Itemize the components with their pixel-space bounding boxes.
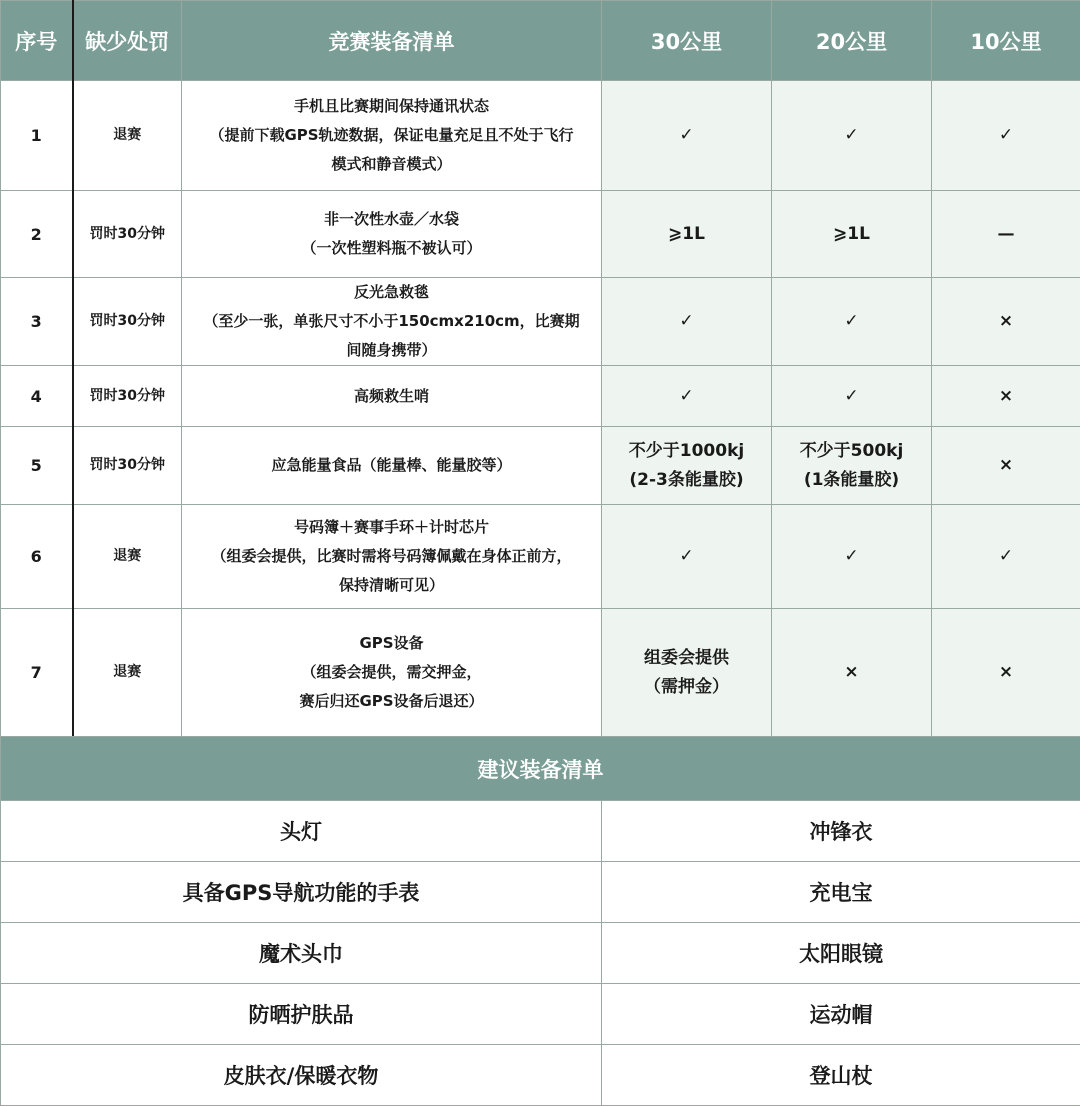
gear-item-cell <box>182 191 602 278</box>
suggested-gear-table <box>0 736 1080 1106</box>
cell-30km <box>602 366 772 427</box>
cell-10km <box>932 609 1080 737</box>
suggested-title: 建议装备清单 <box>1 737 1080 801</box>
cell-30km <box>602 278 772 366</box>
gear-item-cell-line: （一次性塑料瓶不被认可） <box>301 239 482 257</box>
row-number: 5 <box>1 427 73 505</box>
cell-20km-line: 不少于500kj <box>799 440 904 461</box>
gear-item-cell-line: 赛后归还GPS设备后退还） <box>299 692 484 710</box>
cell-10km <box>932 191 1080 278</box>
cell-30km-line: ✓ <box>679 311 694 331</box>
cell-10km <box>932 278 1080 366</box>
suggested-row <box>1 862 1080 923</box>
cell-20km <box>772 191 932 278</box>
penalty-cell: 罚时30分钟 <box>73 278 182 366</box>
cell-10km-line: × <box>998 385 1014 406</box>
cell-10km <box>932 427 1080 505</box>
gear-item-cell-line: （至少一张，单张尺寸不小于150cmx210cm，比赛期 <box>203 312 580 330</box>
cell-10km-line: × <box>998 311 1014 331</box>
cell-10km-line: — <box>997 223 1015 244</box>
table-row <box>1 278 1080 366</box>
cell-10km <box>932 81 1080 191</box>
col-header-list: 竞赛装备清单 <box>182 1 602 81</box>
cell-20km <box>772 366 932 427</box>
suggested-item: 防晒护肤品 <box>1 984 602 1045</box>
cell-20km <box>772 505 932 609</box>
suggested-header-row <box>1 737 1080 801</box>
cell-20km-line: ✓ <box>844 546 859 566</box>
cell-20km <box>772 609 932 737</box>
cell-30km-line: 组委会提供 <box>644 647 729 668</box>
cell-10km-line: × <box>998 455 1014 475</box>
suggested-item: 运动帽 <box>602 984 1080 1045</box>
col-header-30km: 30公里 <box>602 1 772 81</box>
gear-item-cell <box>182 609 602 737</box>
suggested-row <box>1 923 1080 984</box>
gear-item-cell-line: GPS设备 <box>359 634 424 652</box>
header-row <box>1 1 1080 81</box>
penalty-cell: 退赛 <box>73 609 182 737</box>
cell-30km <box>602 191 772 278</box>
cell-30km <box>602 609 772 737</box>
gear-item-cell-line: 高频救生哨 <box>353 386 429 405</box>
cell-10km-line: × <box>998 662 1014 682</box>
row-number: 3 <box>1 278 73 366</box>
cell-30km <box>602 505 772 609</box>
col-header-10km: 10公里 <box>932 1 1080 81</box>
suggested-item: 具备GPS导航功能的手表 <box>1 862 602 923</box>
row-number: 6 <box>1 505 73 609</box>
gear-item-cell-line: 应急能量食品（能量棒、能量胶等） <box>271 456 512 474</box>
row-number: 2 <box>1 191 73 278</box>
cell-20km <box>772 278 932 366</box>
gear-item-cell <box>182 505 602 609</box>
gear-item-cell <box>182 427 602 505</box>
row-number: 1 <box>1 81 73 191</box>
table-row <box>1 505 1080 609</box>
gear-item-cell <box>182 366 602 427</box>
col-header-no: 序号 <box>1 1 73 81</box>
gear-item-cell-line: 间随身携带） <box>346 341 437 359</box>
penalty-cell: 罚时30分钟 <box>73 191 182 278</box>
suggested-item: 太阳眼镜 <box>602 923 1080 984</box>
gear-item-cell-line: 非一次性水壶／水袋 <box>323 210 459 228</box>
gear-item-cell-line: 号码簿＋赛事手环＋计时芯片 <box>293 518 489 536</box>
cell-30km-line: 不少于1000kj <box>628 440 745 461</box>
suggested-item: 冲锋衣 <box>602 801 1080 862</box>
penalty-cell: 罚时30分钟 <box>73 366 182 427</box>
cell-20km-line: ✓ <box>844 385 859 406</box>
table-row <box>1 191 1080 278</box>
suggested-row <box>1 801 1080 862</box>
cell-30km-line: ✓ <box>679 385 694 406</box>
gear-item-cell-line: （组委会提供，比赛时需将号码簿佩戴在身体正前方， <box>211 547 572 565</box>
cell-30km-line: (2-3条能量胶) <box>629 469 744 490</box>
gear-item-cell-line: 保持清晰可见） <box>338 576 444 594</box>
penalty-cell: 退赛 <box>73 81 182 191</box>
gear-item-cell <box>182 81 602 191</box>
table-row <box>1 366 1080 427</box>
table-row <box>1 81 1080 191</box>
cell-30km <box>602 81 772 191</box>
cell-20km-line: ⩾1L <box>833 223 870 244</box>
cell-10km-line: ✓ <box>998 546 1014 566</box>
cell-10km-line: ✓ <box>998 125 1014 145</box>
gear-item-cell-line: 模式和静音模式） <box>331 155 452 173</box>
gear-item-cell-line: （提前下载GPS轨迹数据，保证电量充足且不处于飞行 <box>209 126 574 144</box>
suggested-item: 头灯 <box>1 801 602 862</box>
col-header-penalty: 缺少处罚 <box>73 1 182 81</box>
gear-item-cell-line: 反光急救毯 <box>353 283 429 301</box>
suggested-item: 登山杖 <box>602 1045 1080 1106</box>
cell-10km <box>932 366 1080 427</box>
cell-20km <box>772 81 932 191</box>
col-header-20km: 20公里 <box>772 1 932 81</box>
gear-item-cell-line: （组委会提供，需交押金， <box>301 663 482 681</box>
cell-20km <box>772 427 932 505</box>
penalty-cell: 退赛 <box>73 505 182 609</box>
cell-30km <box>602 427 772 505</box>
row-number: 7 <box>1 609 73 737</box>
table-row <box>1 609 1080 737</box>
cell-20km-line: ✓ <box>844 311 859 331</box>
cell-30km-line: ⩾1L <box>668 223 705 244</box>
cell-20km-line: (1条能量胶) <box>803 469 900 490</box>
cell-10km <box>932 505 1080 609</box>
row-number: 4 <box>1 366 73 427</box>
suggested-row <box>1 984 1080 1045</box>
cell-30km-line: ✓ <box>679 546 694 566</box>
suggested-row <box>1 1045 1080 1106</box>
suggested-item: 充电宝 <box>602 862 1080 923</box>
suggested-item: 魔术头巾 <box>1 923 602 984</box>
cell-30km-line: ✓ <box>679 125 694 145</box>
table-row <box>1 427 1080 505</box>
suggested-item: 皮肤衣/保暖衣物 <box>1 1045 602 1106</box>
cell-20km-line: ✓ <box>844 125 859 145</box>
gear-item-cell-line: 手机且比赛期间保持通讯状态 <box>293 97 489 115</box>
cell-20km-line: × <box>844 662 859 682</box>
cell-30km-line: （需押金） <box>644 676 729 697</box>
gear-item-cell <box>182 278 602 366</box>
penalty-cell: 罚时30分钟 <box>73 427 182 505</box>
